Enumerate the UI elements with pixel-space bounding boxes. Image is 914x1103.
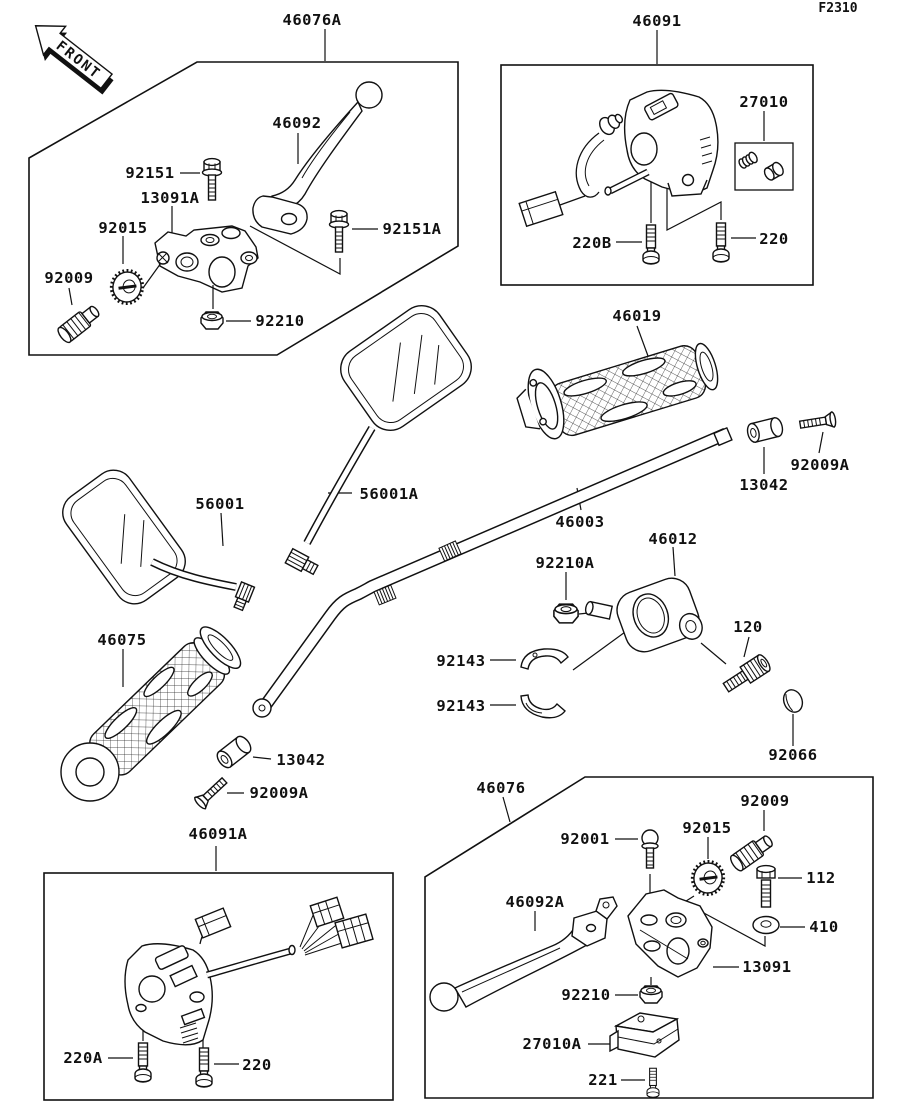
- nut-92210-drawing: [201, 312, 223, 329]
- bushing-92143-lower-drawing: [521, 695, 565, 718]
- front-direction-arrow: [22, 12, 121, 102]
- bushing-92143-upper-drawing: [521, 649, 568, 669]
- part-label-92015-top: 92015: [98, 219, 148, 237]
- left-switch-housing-46091A-drawing: [125, 897, 373, 1045]
- part-label-46003: 46003: [555, 513, 605, 531]
- part-label-92151: 92151: [125, 164, 175, 182]
- part-label-92151A: 92151A: [382, 220, 442, 238]
- part-label-410: 410: [809, 918, 839, 936]
- nut-92210A-drawing: [554, 604, 578, 623]
- part-label-220A: 220A: [63, 1049, 103, 1067]
- part-label-220-top: 220: [759, 230, 789, 248]
- bolt-92001-drawing: [642, 830, 658, 868]
- screw-92009-drawing: [56, 303, 103, 345]
- collar-13042-right-drawing: [746, 417, 785, 444]
- part-label-13091A: 13091A: [140, 189, 200, 207]
- part-label-27010A: 27010A: [522, 1035, 582, 1053]
- part-label-120: 120: [733, 618, 763, 636]
- lever-holder-13091A-drawing: [155, 226, 258, 292]
- mirror-56001A-drawing: [285, 297, 480, 577]
- left-grip-46075-drawing: [61, 621, 246, 801]
- part-label-46091A: 46091A: [188, 825, 248, 843]
- part-label-46075: 46075: [97, 631, 147, 649]
- screw-92009A-right-drawing: [799, 412, 837, 432]
- mirror-56001-drawing: [55, 462, 255, 611]
- part-label-92143-upper: 92143: [436, 652, 486, 670]
- throttle-grip-46019-drawing: [548, 338, 723, 438]
- part-label-56001: 56001: [195, 495, 245, 513]
- part-label-92210A: 92210A: [535, 554, 595, 572]
- part-label-92009-bottom: 92009: [740, 792, 790, 810]
- washer-410-drawing: [753, 917, 779, 934]
- bolt-112-drawing: [757, 866, 775, 907]
- part-label-92001: 92001: [560, 830, 610, 848]
- part-label-92009-top: 92009: [44, 269, 94, 287]
- screw-220B-drawing: [643, 225, 659, 264]
- figure-code: F2310: [818, 1, 858, 16]
- collar-13042-left-drawing: [214, 734, 253, 771]
- part-label-92015-bottom: 92015: [682, 819, 732, 837]
- brake-switch-27010A-drawing: [610, 1013, 679, 1057]
- bolt-120-drawing: [721, 653, 772, 696]
- part-label-46092: 46092: [272, 114, 322, 132]
- nut-92210-bottom-drawing: [640, 986, 662, 1003]
- part-label-46012: 46012: [648, 530, 698, 548]
- clutch-lever-46092-drawing: [253, 82, 382, 234]
- part-label-220-bottom: 220: [242, 1056, 272, 1074]
- part-label-46091: 46091: [632, 12, 682, 30]
- part-label-27010: 27010: [739, 93, 789, 111]
- right-switch-housing-46091-drawing: [519, 90, 718, 226]
- screw-220A-drawing: [135, 1043, 151, 1082]
- leader-92015-to-holder: [143, 263, 161, 288]
- part-label-46076: 46076: [476, 779, 526, 797]
- part-label-221: 221: [588, 1071, 618, 1089]
- screw-221-drawing: [647, 1068, 659, 1097]
- part-label-13042-right: 13042: [739, 476, 789, 494]
- part-label-92210-bottom: 92210: [561, 986, 611, 1004]
- part-label-92210-top: 92210: [255, 312, 305, 330]
- part-label-92009A-left: 92009A: [249, 784, 309, 802]
- wire-connector: [519, 192, 563, 227]
- adjuster-92015-drawing: [108, 268, 145, 307]
- part-label-92143-lower: 92143: [436, 697, 486, 715]
- handlebar-46003-drawing: [253, 428, 732, 717]
- part-label-13042-left: 13042: [276, 751, 326, 769]
- bolt-92151-drawing: [203, 159, 222, 200]
- part-label-46019: 46019: [612, 307, 662, 325]
- part-label-112: 112: [806, 869, 836, 887]
- cap-92066-drawing: [780, 687, 805, 715]
- part-label-13091: 13091: [742, 958, 792, 976]
- adjuster-92015-bottom-drawing: [689, 859, 726, 898]
- part-label-46076A: 46076A: [282, 11, 342, 29]
- bolt-92151A-drawing: [330, 211, 349, 252]
- screw-220-bottom-drawing: [196, 1048, 212, 1087]
- choke-knob: [597, 109, 626, 137]
- screw-220-top-drawing: [713, 223, 729, 262]
- screw-92009A-left-drawing: [193, 775, 229, 810]
- part-label-56001A: 56001A: [359, 485, 419, 503]
- throttle-flange-drawing: [511, 365, 571, 446]
- front-label: FRONT: [52, 38, 104, 83]
- part-label-92009A-right: 92009A: [790, 456, 850, 474]
- switch-hardware-kit-27010-drawing: [735, 143, 793, 190]
- brake-holder-13091-drawing: [628, 890, 712, 977]
- part-label-220B: 220B: [572, 234, 612, 252]
- part-label-92066: 92066: [768, 746, 818, 764]
- part-label-46092A: 46092A: [505, 893, 565, 911]
